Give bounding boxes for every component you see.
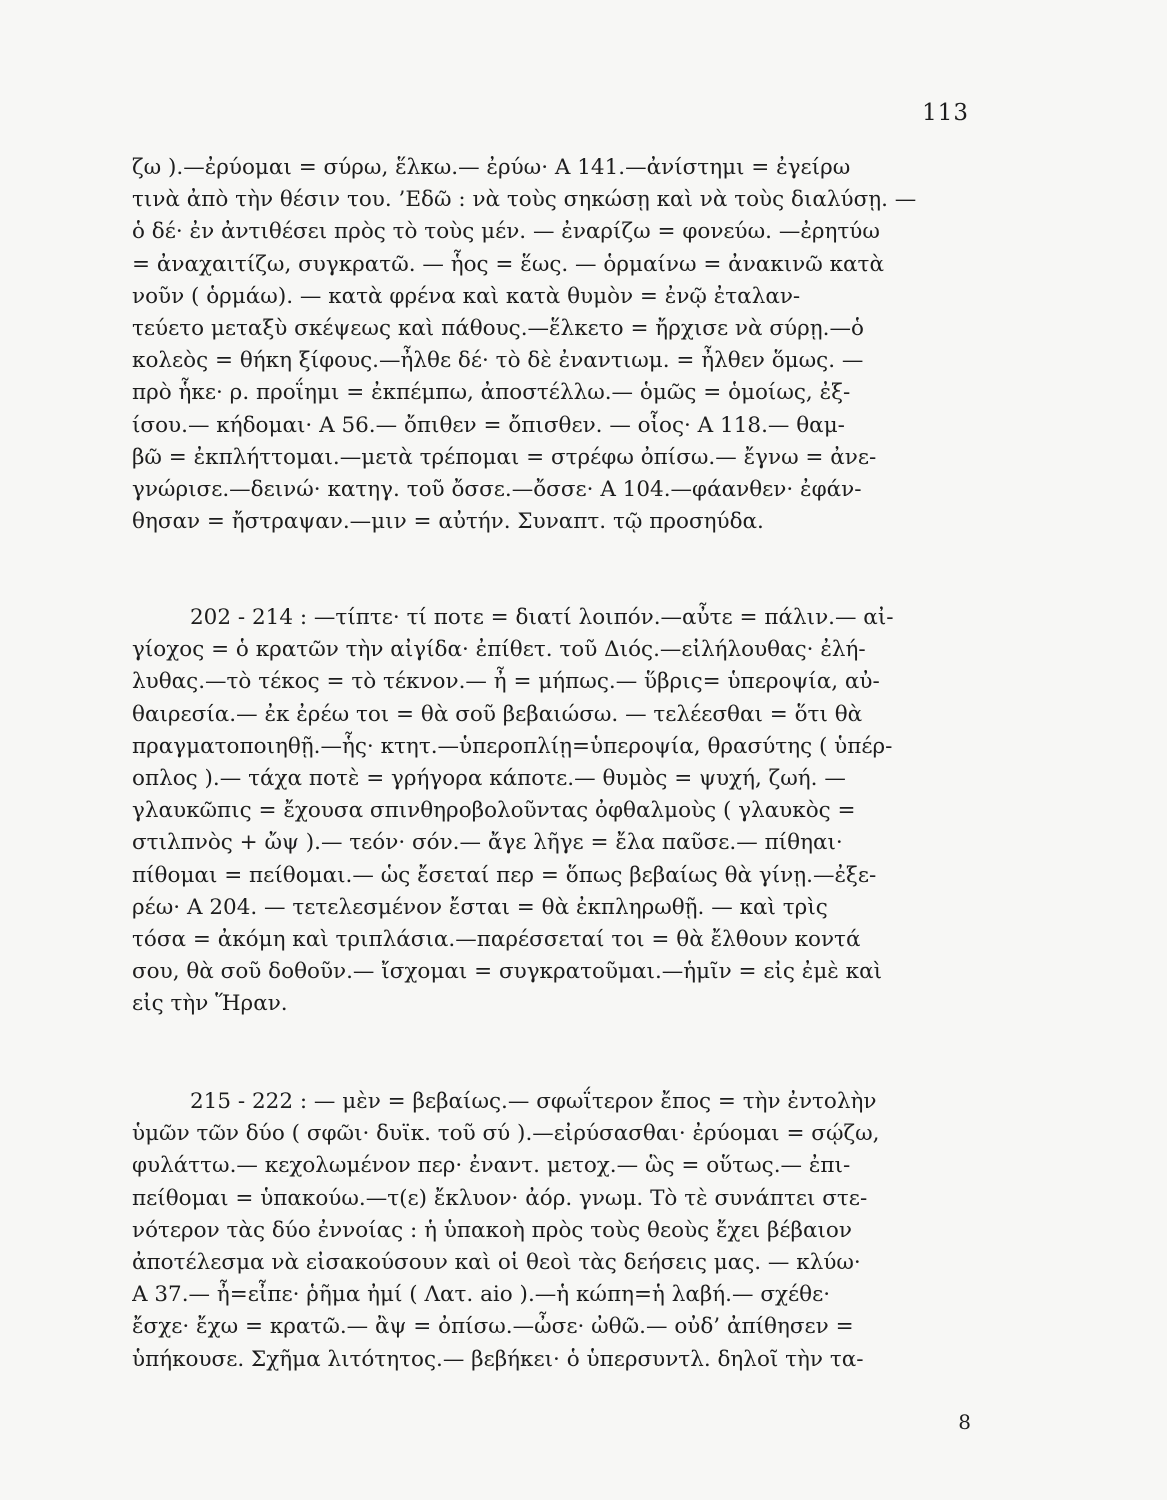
text-line: πίθομαι = πείθομαι.— ὡς ἔσεταί περ = ὅπως βεβαίως θὰ γίνῃ.—ἐξε- (132, 862, 877, 888)
text-line: = ἀναχαιτίζω, συγκρατῶ. — ἧος = ἕως. — ὁρμαίνω = ἀνακινῶ κατὰ (132, 251, 884, 277)
text-line: ὑπήκουσε. Σχῆμα λιτότητος.— βεβήκει· ὁ ὑπερσυντλ. δηλοῖ τὴν τα- (132, 1346, 864, 1372)
text-line: ὑμῶν τῶν δύο ( σφῶι· δυϊκ. τοῦ σύ ).—εἰρύσασθαι· ἐρύομαι = σῴζω, (132, 1121, 880, 1147)
text-line: κολεὸς = θήκη ξίφους.—ἦλθε δέ· τὸ δὲ ἐναντιωμ. = ἦλθεν ὅμως. — (132, 348, 864, 374)
text-line: ίσου.— κήδομαι· Α 56.— ὄπιθεν = ὄπισθεν. — οἷος· Α 118.— θαμ- (132, 412, 845, 438)
text-line: ὁ δέ· ἐν ἀντιθέσει πρὸς τὸ τοὺς μέν. — ἐναρίζω = φονεύω. —ἐρητύω (132, 219, 880, 245)
text-line: τεύετο μεταξὺ σκέψεως καὶ πάθους.—ἕλκετο = ἤρχισε νὰ σύρῃ.—ὁ (132, 315, 864, 341)
text-line: θησαν = ἤστραψαν.—μιν = αὐτήν. Συναπτ. τῷ προσηύδα. (132, 509, 764, 535)
text-line: λυθας.—τὸ τέκος = τὸ τέκνον.— ἦ = μήπως.— ὕβρις= ὑπεροψία, αὐ- (132, 669, 880, 695)
text-line: 202 - 214 : —τίπτε· τί ποτε = διατί λοιπόν.—αὖτε = πάλιν.— αἰ- (190, 605, 894, 630)
text-line: νότερον τὰς δύο ἐννοίας : ἡ ὑπακοὴ πρὸς τοὺς θεοὺς ἔχει βέβαιον (132, 1217, 852, 1243)
text-line: φυλάττω.— κεχολωμένον περ· ἐναντ. μετοχ.— ὣς = οὕτως.— ἐπι- (132, 1153, 851, 1179)
paragraph-2 (132, 602, 969, 1020)
text-line: εἰς τὴν Ἥραν. (132, 991, 288, 1017)
text-line: θαιρεσία.— ἐκ ἐρέω τοι = θὰ σοῦ βεβαιώσω. — τελέεσθαι = ὅτι θὰ (132, 701, 863, 727)
text-line: στιλπνὸς + ὤψ ).— τεόν· σόν.— ἄγε λῆγε = ἔλα παῦσε.— πίθηαι· (132, 830, 843, 856)
text-line: νοῦν ( ὁρμάω). — κατὰ φρένα καὶ κατὰ θυμὸν = ἐνῷ ἐταλαν- (132, 283, 801, 309)
text-line: ζω ).—ἐρύομαι = σύρω, ἕλκω.— ἐρύω· Α 141.—ἀνίστημι = ἐγείρω (132, 155, 851, 180)
text-line: πρὸ ἧκε· ρ. προΐημι = ἐκπέμπω, ἀποστέλλω.— ὁμῶς = ὁμοίως, ἐξ- (132, 380, 851, 406)
text-line: τόσα = ἀκόμη καὶ τριπλάσια.—παρέσσεταί τοι = θὰ ἔλθουν κοντά (132, 926, 861, 952)
text-line: Α 37.— ἦ=εἶπε· ῥῆμα ἠμί ( Λατ. aio ).—ἡ κώπη=ἡ λαβή.— σχέθε· (132, 1282, 831, 1308)
paragraph-1 (132, 152, 969, 538)
text-line: τινὰ ἀπὸ τὴν θέσιν του. ’Εδῶ : νὰ τοὺς σηκώσῃ καὶ νὰ τοὺς διαλύσῃ. — (132, 187, 917, 213)
text-line: σου, θὰ σοῦ δοθοῦν.— ἴσχομαι = συγκρατοῦμαι.—ἡμῖν = εἰς ἐμὲ καὶ (132, 959, 883, 985)
text-line: πείθομαι = ὑπακούω.—τ(ε) ἔκλυον· ἀόρ. γνωμ. Τὸ τὲ συνάπτει στε- (132, 1185, 868, 1211)
signature-mark: 8 (958, 1410, 971, 1434)
text-line: ρέω· Α 204. — τετελεσμένον ἔσται = θὰ ἐκπληρωθῇ. — καὶ τρὶς (132, 894, 828, 920)
text-line: βῶ = ἐκπλήττομαι.—μετὰ τρέπομαι = στρέφω ὀπίσω.— ἔγνω = ἀνε- (132, 444, 877, 470)
text-line: ἔσχε· ἔχω = κρατῶ.— ἂψ = ὀπίσω.—ὦσε· ὠθῶ.— οὐδ’ ἀπίθησεν = (132, 1314, 854, 1340)
text-line: γλαυκῶπις = ἔχουσα σπινθηροβολοῦντας ὀφθαλμοὺς ( γλαυκὸς = (132, 798, 856, 824)
text-line: γνώρισε.—δεινώ· κατηγ. τοῦ ὄσσε.—ὄσσε· Α 104.—φάανθεν· ἐφάν- (132, 476, 862, 502)
text-line: πραγματοποιηθῇ.—ἧς· κτητ.—ὑπεροπλίῃ=ὑπεροψία, θρασύτης ( ὑπέρ- (132, 733, 893, 759)
paragraph-3 (132, 1086, 969, 1376)
text-line: γίοχος = ὁ κρατῶν τὴν αἰγίδα· ἐπίθετ. τοῦ Διός.—εἰλήλουθας· ἐλή- (132, 637, 866, 663)
text-line: οπλος ).— τάχα ποτὲ = γρήγορα κάποτε.— θυμὸς = ψυχή, ζωή. — (132, 765, 846, 791)
text-line: ἀποτέλεσμα νὰ εἰσακούσουν καὶ οἱ θεοὶ τὰς δεήσεις μας. — κλύω· (132, 1249, 861, 1275)
page-number: 113 (922, 100, 969, 126)
text-line: 215 - 222 : — μὲν = βεβαίως.— σφωΐτερον ἔπος = τὴν ἐντολὴν (190, 1089, 877, 1114)
